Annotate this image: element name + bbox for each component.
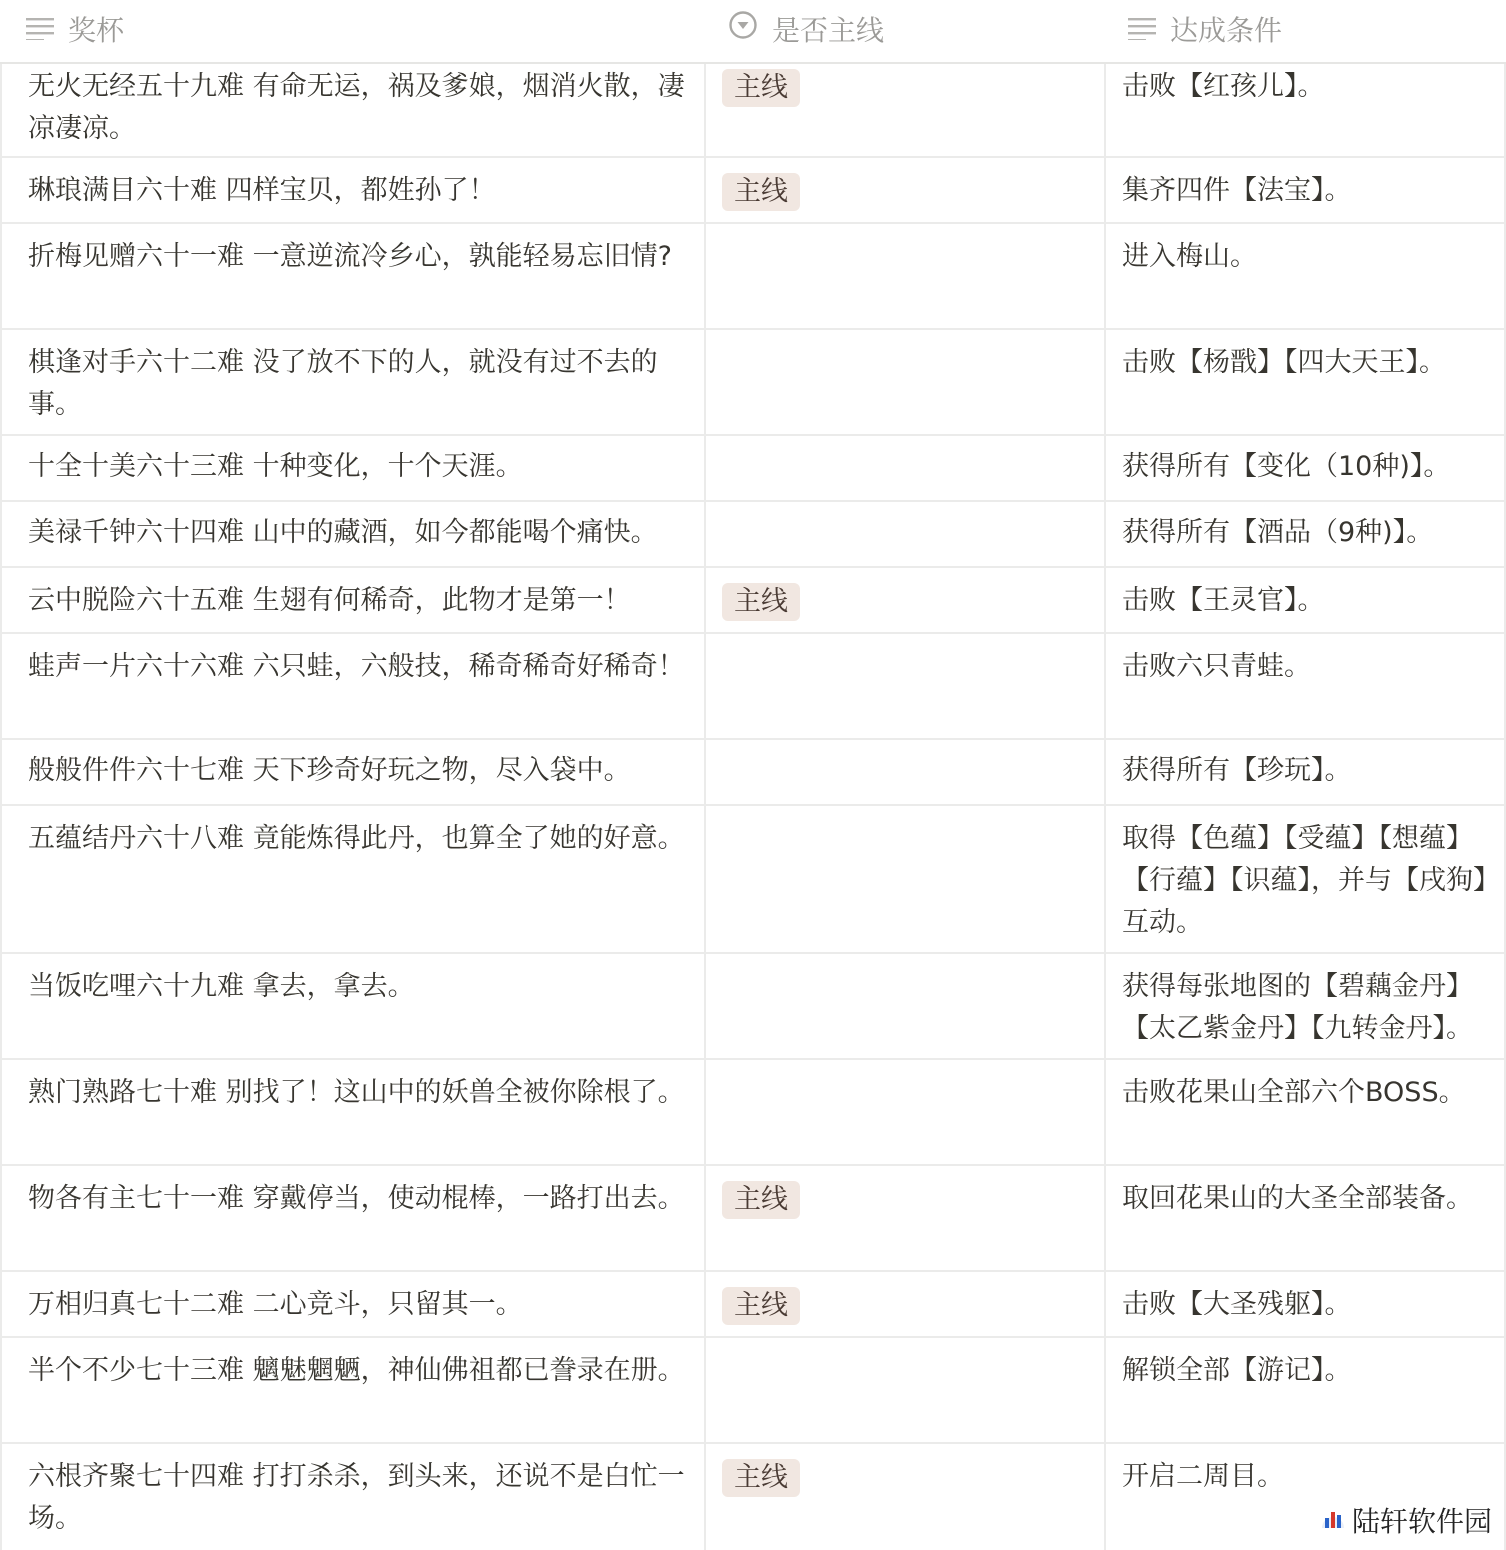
main-tag: 主线 xyxy=(722,1287,800,1325)
trophy-cell[interactable]: 半个不少七十三难 魑魅魍魉，神仙佛祖都已誊录在册。 xyxy=(0,1338,706,1442)
text-lines-icon xyxy=(26,10,54,52)
column-header-condition[interactable] xyxy=(1106,0,1506,62)
main-cell[interactable] xyxy=(706,1272,1106,1336)
table-row[interactable] xyxy=(0,740,1506,806)
table-row[interactable] xyxy=(0,568,1506,634)
main-cell[interactable] xyxy=(706,158,1106,222)
trophy-cell[interactable]: 蛙声一片六十六难 六只蛙，六般技，稀奇稀奇好稀奇！ xyxy=(0,634,706,738)
main-tag: 主线 xyxy=(722,69,800,107)
table-row[interactable] xyxy=(0,634,1506,740)
table-row[interactable] xyxy=(0,436,1506,502)
table-row[interactable] xyxy=(0,158,1506,224)
table-row[interactable] xyxy=(0,1060,1506,1166)
main-cell[interactable] xyxy=(706,634,1106,738)
trophy-cell[interactable]: 无火无经五十九难 有命无运，祸及爹娘，烟消火散，凄凉凄凉。 xyxy=(0,64,706,156)
main-cell[interactable] xyxy=(706,806,1106,952)
table-row[interactable] xyxy=(0,806,1506,954)
condition-cell[interactable]: 击败【大圣残躯】。 xyxy=(1106,1272,1506,1336)
condition-cell[interactable]: 开启二周目。 xyxy=(1106,1444,1506,1550)
column-header-label: 是否主线 xyxy=(772,14,885,47)
main-tag: 主线 xyxy=(722,173,800,211)
main-cell[interactable] xyxy=(706,1444,1106,1550)
table-row[interactable] xyxy=(0,1272,1506,1338)
table-row[interactable] xyxy=(0,954,1506,1060)
trophy-cell[interactable]: 物各有主七十一难 穿戴停当，使动棍棒，一路打出去。 xyxy=(0,1166,706,1270)
main-tag: 主线 xyxy=(722,583,800,621)
main-tag: 主线 xyxy=(722,1459,800,1497)
condition-cell[interactable]: 取回花果山的大圣全部装备。 xyxy=(1106,1166,1506,1270)
trophy-cell[interactable]: 六根齐聚七十四难 打打杀杀，到头来，还说不是白忙一场。 xyxy=(0,1444,706,1550)
trophy-cell[interactable]: 云中脱险六十五难 生翅有何稀奇，此物才是第一！ xyxy=(0,568,706,632)
trophy-cell[interactable]: 十全十美六十三难 十种变化，十个天涯。 xyxy=(0,436,706,500)
text-lines-icon xyxy=(1128,10,1156,52)
select-dropdown-icon xyxy=(728,10,758,52)
main-cell[interactable] xyxy=(706,330,1106,434)
condition-cell[interactable]: 获得所有【珍玩】。 xyxy=(1106,740,1506,804)
column-header-label: 达成条件 xyxy=(1170,14,1283,47)
main-cell[interactable] xyxy=(706,954,1106,1058)
condition-cell[interactable]: 取得【色蕴】【受蕴】【想蕴】【行蕴】【识蕴】，并与【戌狗】互动。 xyxy=(1106,806,1506,952)
trophy-cell[interactable]: 般般件件六十七难 天下珍奇好玩之物，尽入袋中。 xyxy=(0,740,706,804)
trophy-cell[interactable]: 万相归真七十二难 二心竞斗，只留其一。 xyxy=(0,1272,706,1336)
main-cell[interactable] xyxy=(706,502,1106,566)
trophy-cell[interactable]: 熟门熟路七十难 别找了！这山中的妖兽全被你除根了。 xyxy=(0,1060,706,1164)
condition-cell[interactable]: 击败【王灵官】。 xyxy=(1106,568,1506,632)
main-cell[interactable] xyxy=(706,740,1106,804)
watermark xyxy=(1316,1500,1496,1540)
condition-cell[interactable]: 解锁全部【游记】。 xyxy=(1106,1338,1506,1442)
watermark-text: 陆轩软件园 xyxy=(1351,1505,1492,1538)
trophy-cell[interactable]: 当饭吃哩六十九难 拿去，拿去。 xyxy=(0,954,706,1058)
main-cell[interactable] xyxy=(706,1338,1106,1442)
table-row[interactable] xyxy=(0,1444,1506,1550)
bar-chart-logo-icon xyxy=(1320,1504,1352,1537)
main-cell[interactable] xyxy=(706,1166,1106,1270)
condition-cell[interactable]: 击败六只青蛙。 xyxy=(1106,634,1506,738)
table-header xyxy=(0,0,1506,64)
trophy-cell[interactable]: 琳琅满目六十难 四样宝贝，都姓孙了！ xyxy=(0,158,706,222)
trophy-cell[interactable]: 美禄千钟六十四难 山中的藏酒，如今都能喝个痛快。 xyxy=(0,502,706,566)
condition-cell[interactable]: 获得每张地图的【碧藕金丹】【太乙紫金丹】【九转金丹】。 xyxy=(1106,954,1506,1058)
main-tag: 主线 xyxy=(722,1181,800,1219)
condition-cell[interactable]: 获得所有【变化（10种)】。 xyxy=(1106,436,1506,500)
condition-cell[interactable]: 击败【红孩儿】。 xyxy=(1106,64,1506,156)
table-row[interactable] xyxy=(0,1166,1506,1272)
condition-cell[interactable]: 获得所有【酒品（9种)】。 xyxy=(1106,502,1506,566)
main-cell[interactable] xyxy=(706,568,1106,632)
column-header-trophy[interactable] xyxy=(0,0,706,62)
column-header-main[interactable] xyxy=(706,0,1106,62)
trophy-cell[interactable]: 折梅见赠六十一难 一意逆流冷乡心，孰能轻易忘旧情? xyxy=(0,224,706,328)
main-cell[interactable] xyxy=(706,1060,1106,1164)
table-row[interactable] xyxy=(0,330,1506,436)
trophy-cell[interactable]: 棋逢对手六十二难 没了放不下的人，就没有过不去的事。 xyxy=(0,330,706,434)
table-row[interactable] xyxy=(0,1338,1506,1444)
table-row[interactable] xyxy=(0,224,1506,330)
condition-cell[interactable]: 集齐四件【法宝】。 xyxy=(1106,158,1506,222)
main-cell[interactable] xyxy=(706,224,1106,328)
main-cell[interactable] xyxy=(706,64,1106,156)
main-cell[interactable] xyxy=(706,436,1106,500)
table-row[interactable] xyxy=(0,64,1506,158)
table-row[interactable] xyxy=(0,502,1506,568)
condition-cell[interactable]: 进入梅山。 xyxy=(1106,224,1506,328)
condition-cell[interactable]: 击败花果山全部六个BOSS。 xyxy=(1106,1060,1506,1164)
condition-cell[interactable]: 击败【杨戬】【四大天王】。 xyxy=(1106,330,1506,434)
column-header-label: 奖杯 xyxy=(68,14,125,47)
trophy-cell[interactable]: 五蕴结丹六十八难 竟能炼得此丹，也算全了她的好意。 xyxy=(0,806,706,952)
